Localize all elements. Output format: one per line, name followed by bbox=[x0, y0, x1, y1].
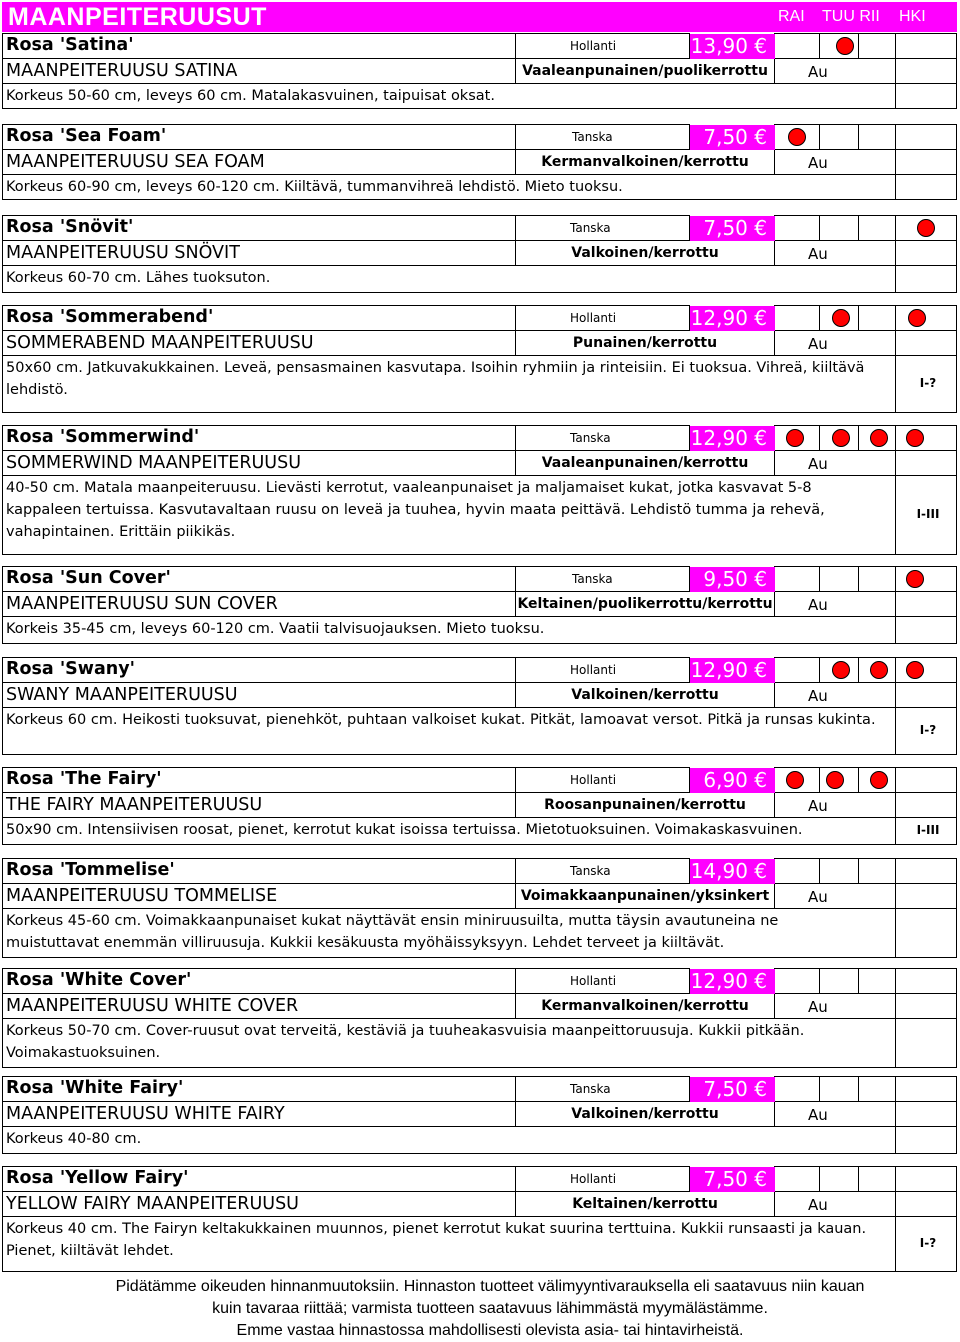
availability-dot-icon bbox=[870, 429, 888, 447]
availability-dot-icon bbox=[832, 309, 850, 327]
rai-cell bbox=[774, 858, 820, 884]
product-color: Roosanpunainen/kerrottu bbox=[544, 797, 746, 813]
footer-line: Pidätämme oikeuden hinnanmuutoksiin. Hinnaston tuotteet välimyyntivarauksella eli saatavuus niin kauan bbox=[115, 1278, 865, 1295]
availability-cell bbox=[774, 450, 896, 476]
availability-dot-icon bbox=[832, 661, 850, 679]
product-origin: Hollanti bbox=[570, 974, 617, 988]
product-price: 12,90 € bbox=[690, 969, 775, 994]
product-name: Rosa 'Sea Foam' bbox=[6, 126, 167, 146]
availability: Au bbox=[808, 1106, 828, 1124]
availability-dot-icon bbox=[786, 771, 804, 789]
product-origin: Tanska bbox=[570, 1082, 611, 1096]
product-origin: Tanska bbox=[570, 431, 611, 445]
product-origin: Tanska bbox=[572, 130, 613, 144]
product-common-name: MAANPEITERUUSU SATINA bbox=[6, 61, 238, 81]
product-origin: Tanska bbox=[570, 864, 611, 878]
hki-cell bbox=[895, 1076, 957, 1102]
product-common-name: SOMMERWIND MAANPEITERUUSU bbox=[6, 453, 302, 473]
availability-cell bbox=[774, 591, 896, 617]
hki-cell bbox=[895, 1166, 957, 1192]
rii-cell bbox=[858, 1166, 896, 1192]
tuu-cell bbox=[819, 858, 859, 884]
product-common-name: SOMMERABEND MAANPEITERUUSU bbox=[6, 333, 314, 353]
zone-cell-top bbox=[895, 1101, 957, 1127]
product-price: 13,90 € bbox=[690, 34, 775, 59]
availability: Au bbox=[808, 1196, 828, 1214]
availability-dot-icon bbox=[870, 661, 888, 679]
product-description: Korkeus 60-90 cm, leveys 60-120 cm. Kiiltävä, tummanvihreä lehdistö. Mieto tuoksu. bbox=[6, 179, 623, 195]
product-color: Valkoinen/kerrottu bbox=[571, 687, 719, 703]
product-origin: Hollanti bbox=[570, 773, 617, 787]
availability: Au bbox=[808, 335, 828, 353]
rii-cell bbox=[858, 215, 896, 241]
hki-cell bbox=[895, 657, 957, 683]
hki-cell bbox=[895, 33, 957, 59]
hki-cell bbox=[895, 124, 957, 150]
availability: Au bbox=[808, 455, 828, 473]
column-header-tuu-rii: TUU RII bbox=[822, 8, 880, 25]
availability-cell bbox=[774, 993, 896, 1019]
hki-cell bbox=[895, 968, 957, 994]
product-price: 14,90 € bbox=[690, 859, 775, 884]
zone-cell-top bbox=[895, 1191, 957, 1217]
hki-cell bbox=[895, 767, 957, 793]
product-name: Rosa 'Sommerabend' bbox=[6, 307, 214, 327]
hki-cell bbox=[895, 566, 957, 592]
product-color: Vaaleanpunainen/puolikerrottu bbox=[522, 63, 768, 79]
product-common-name: MAANPEITERUUSU WHITE FAIRY bbox=[6, 1104, 285, 1124]
zone-cell bbox=[895, 616, 957, 644]
product-color: Kermanvalkoinen/kerrottu bbox=[541, 154, 749, 170]
product-price: 12,90 € bbox=[690, 658, 775, 683]
rai-cell bbox=[774, 1166, 820, 1192]
rai-cell bbox=[774, 566, 820, 592]
zone-cell bbox=[895, 265, 957, 293]
zone-cell-top bbox=[895, 883, 957, 909]
zone-cell-top bbox=[895, 58, 957, 84]
product-common-name: MAANPEITERUUSU TOMMELISE bbox=[6, 886, 278, 906]
availability-cell bbox=[774, 1101, 896, 1127]
zone-cell-top bbox=[895, 591, 957, 617]
product-description: Korkeus 60 cm. Heikosti tuoksuvat, pienehköt, puhtaan valkoiset kukat. Pitkät, lamoavat versot. Pitkä ja runsas kukinta. bbox=[6, 712, 876, 728]
product-common-name: MAANPEITERUUSU SEA FOAM bbox=[6, 152, 265, 172]
rii-cell bbox=[858, 124, 896, 150]
availability-dot-icon bbox=[906, 570, 924, 588]
column-header-rai: RAI bbox=[778, 8, 805, 25]
availability-cell bbox=[774, 792, 896, 818]
rai-cell bbox=[774, 657, 820, 683]
zone-cell-top bbox=[895, 682, 957, 708]
availability-cell bbox=[774, 58, 896, 84]
rai-cell bbox=[774, 305, 820, 331]
product-origin: Hollanti bbox=[570, 1172, 617, 1186]
availability-dot-icon bbox=[786, 429, 804, 447]
tuu-cell bbox=[819, 968, 859, 994]
product-name: Rosa 'Sun Cover' bbox=[6, 568, 171, 588]
product-price: 12,90 € bbox=[690, 306, 775, 331]
product-origin: Tanska bbox=[570, 221, 611, 235]
availability: Au bbox=[808, 888, 828, 906]
rii-cell bbox=[858, 1076, 896, 1102]
product-common-name: MAANPEITERUUSU SNÖVIT bbox=[6, 243, 240, 263]
zone-cell-top bbox=[895, 149, 957, 175]
rai-cell bbox=[774, 33, 820, 59]
availability-cell bbox=[774, 682, 896, 708]
product-color: Vaaleanpunainen/kerrottu bbox=[541, 455, 749, 471]
availability: Au bbox=[808, 63, 828, 81]
rii-cell bbox=[858, 566, 896, 592]
footer-disclaimer bbox=[0, 1276, 960, 1342]
availability-dot-icon bbox=[832, 429, 850, 447]
zone-cell-top bbox=[895, 240, 957, 266]
rii-cell bbox=[858, 305, 896, 331]
product-common-name: MAANPEITERUUSU SUN COVER bbox=[6, 594, 278, 614]
product-description: Korkeus 40 cm. The Fairyn keltakukkainen muunnos, pienet kerrotut kukat suurina terttuina. Kukkii runsaasti ja kauan. Pienet, kiiltävät lehdet. bbox=[6, 1221, 867, 1259]
product-common-name: YELLOW FAIRY MAANPEITERUUSU bbox=[6, 1194, 299, 1214]
availability: Au bbox=[808, 998, 828, 1016]
product-origin: Hollanti bbox=[570, 39, 617, 53]
availability-dot-icon bbox=[870, 771, 888, 789]
footer-line: Emme vastaa hinnastossa mahdollisesti olevista asia- tai hintavirheistä. bbox=[236, 1322, 744, 1339]
product-color: Punainen/kerrottu bbox=[572, 335, 718, 351]
product-description: 50x90 cm. Intensiivisen roosat, pienet, kerrotut kukat isoissa tertuissa. Mietotuoksuinen. Voimakaskasvuinen. bbox=[6, 822, 803, 838]
product-common-name: SWANY MAANPEITERUUSU bbox=[6, 685, 238, 705]
hardiness-zone: I-? bbox=[919, 1236, 937, 1250]
product-name: Rosa 'Snövit' bbox=[6, 217, 134, 237]
zone-cell bbox=[895, 908, 957, 958]
footer-line: kuin tavaraa riittää; varmista tuotteen saatavuus lähimmästä myymälästämme. bbox=[212, 1300, 768, 1317]
product-price: 9,50 € bbox=[690, 567, 775, 592]
product-origin: Hollanti bbox=[570, 663, 617, 677]
availability-dot-icon bbox=[906, 429, 924, 447]
availability: Au bbox=[808, 797, 828, 815]
zone-cell-top bbox=[895, 450, 957, 476]
product-name: Rosa 'Satina' bbox=[6, 35, 134, 55]
product-color: Valkoinen/kerrottu bbox=[571, 245, 719, 261]
hki-cell bbox=[895, 425, 957, 451]
availability-dot-icon bbox=[836, 37, 854, 55]
hardiness-zone: I-? bbox=[919, 376, 937, 390]
availability-cell bbox=[774, 1191, 896, 1217]
zone-cell-top bbox=[895, 792, 957, 818]
availability-cell bbox=[774, 240, 896, 266]
product-name: Rosa 'White Cover' bbox=[6, 970, 192, 990]
product-name: Rosa 'White Fairy' bbox=[6, 1078, 184, 1098]
availability-cell bbox=[774, 883, 896, 909]
product-price: 12,90 € bbox=[690, 426, 775, 451]
product-description: Korkeus 50-70 cm. Cover-ruusut ovat terveitä, kestäviä ja tuuheakasvuisia maanpeittoruusuja. Kukkii pitkään. Voimakastuoksuinen. bbox=[6, 1023, 805, 1061]
zone-cell-top bbox=[895, 330, 957, 356]
zone-cell bbox=[895, 174, 957, 200]
product-name: Rosa 'The Fairy' bbox=[6, 769, 162, 789]
product-description: Korkeis 35-45 cm, leveys 60-120 cm. Vaatii talvisuojauksen. Mieto tuoksu. bbox=[6, 621, 545, 637]
availability-dot-icon bbox=[826, 771, 844, 789]
product-name: Rosa 'Sommerwind' bbox=[6, 427, 200, 447]
rii-cell bbox=[858, 968, 896, 994]
tuu-cell bbox=[819, 1166, 859, 1192]
product-origin: Tanska bbox=[572, 572, 613, 586]
product-origin: Hollanti bbox=[570, 311, 617, 325]
zone-cell bbox=[895, 1126, 957, 1154]
product-description: Korkeus 50-60 cm, leveys 60 cm. Matalakasvuinen, taipuisat oksat. bbox=[6, 88, 495, 104]
hki-cell bbox=[895, 305, 957, 331]
availability-dot-icon bbox=[917, 219, 935, 237]
zone-cell-top bbox=[895, 993, 957, 1019]
hki-cell bbox=[895, 858, 957, 884]
product-price: 7,50 € bbox=[690, 216, 775, 241]
product-description: 40-50 cm. Matala maanpeiteruusu. Lievästi kerrotut, vaaleanpunaiset ja maljamaiset kukat, jotka kasvavat 5-8 kappaleen tertuissa. Kasvutavaltaan ruusu on leveä ja tuuhea, hyvin maata peittävä. Lehdistö tumma ja rehevä, vahapintainen. Erittäin piikikäs. bbox=[6, 480, 825, 540]
product-price: 6,90 € bbox=[690, 768, 775, 793]
availability: Au bbox=[808, 154, 828, 172]
zone-cell bbox=[895, 1018, 957, 1068]
product-description: Korkeus 40-80 cm. bbox=[6, 1131, 142, 1147]
availability: Au bbox=[808, 245, 828, 263]
rii-cell bbox=[858, 33, 896, 59]
hardiness-zone: I-? bbox=[919, 723, 937, 737]
product-color: Voimakkaanpunainen/yksinkert bbox=[520, 888, 770, 904]
product-name: Rosa 'Tommelise' bbox=[6, 860, 175, 880]
product-common-name: MAANPEITERUUSU WHITE COVER bbox=[6, 996, 299, 1016]
availability-cell bbox=[774, 149, 896, 175]
product-name: Rosa 'Yellow Fairy' bbox=[6, 1168, 189, 1188]
product-price: 7,50 € bbox=[690, 1167, 775, 1192]
tuu-cell bbox=[819, 566, 859, 592]
page-title: MAANPEITERUUSUT bbox=[8, 3, 267, 31]
zone-cell bbox=[895, 83, 957, 109]
rai-cell bbox=[774, 215, 820, 241]
rai-cell bbox=[774, 968, 820, 994]
product-color: Keltainen/kerrottu bbox=[572, 1196, 718, 1212]
availability: Au bbox=[808, 596, 828, 614]
rai-cell bbox=[774, 1076, 820, 1102]
page-header bbox=[2, 2, 957, 32]
product-color: Keltainen/puolikerrottu/kerrottu bbox=[517, 596, 773, 612]
tuu-cell bbox=[819, 215, 859, 241]
product-common-name: THE FAIRY MAANPEITERUUSU bbox=[6, 795, 263, 815]
hardiness-zone: I-III bbox=[916, 823, 940, 837]
rii-cell bbox=[858, 858, 896, 884]
tuu-cell bbox=[819, 1076, 859, 1102]
availability-dot-icon bbox=[908, 309, 926, 327]
availability-dot-icon bbox=[788, 128, 806, 146]
product-price: 7,50 € bbox=[690, 125, 775, 150]
product-description: 50x60 cm. Jatkuvakukkainen. Leveä, pensasmainen kasvutapa. Isoihin ryhmiin ja rinteisiin. Ei tuoksua. Vihreä, kiiltävä lehdistö. bbox=[6, 360, 865, 398]
product-description: Korkeus 45-60 cm. Voimakkaanpunaiset kukat näyttävät ensin miniruusuilta, mutta täysin avautuneina ne muistuttavat enemmän villiruusuja. Kukkii kesäkuusta myöhäissyksyyn. Lehdet terveet ja kiiltävät. bbox=[6, 913, 779, 951]
availability-cell bbox=[774, 330, 896, 356]
product-name: Rosa 'Swany' bbox=[6, 659, 135, 679]
availability-dot-icon bbox=[906, 661, 924, 679]
product-color: Valkoinen/kerrottu bbox=[571, 1106, 719, 1122]
tuu-cell bbox=[819, 124, 859, 150]
product-price: 7,50 € bbox=[690, 1077, 775, 1102]
column-header-hki: HKI bbox=[899, 8, 926, 25]
product-color: Kermanvalkoinen/kerrottu bbox=[541, 998, 749, 1014]
availability: Au bbox=[808, 687, 828, 705]
hardiness-zone: I-III bbox=[916, 507, 940, 521]
product-description: Korkeus 60-70 cm. Lähes tuoksuton. bbox=[6, 270, 271, 286]
